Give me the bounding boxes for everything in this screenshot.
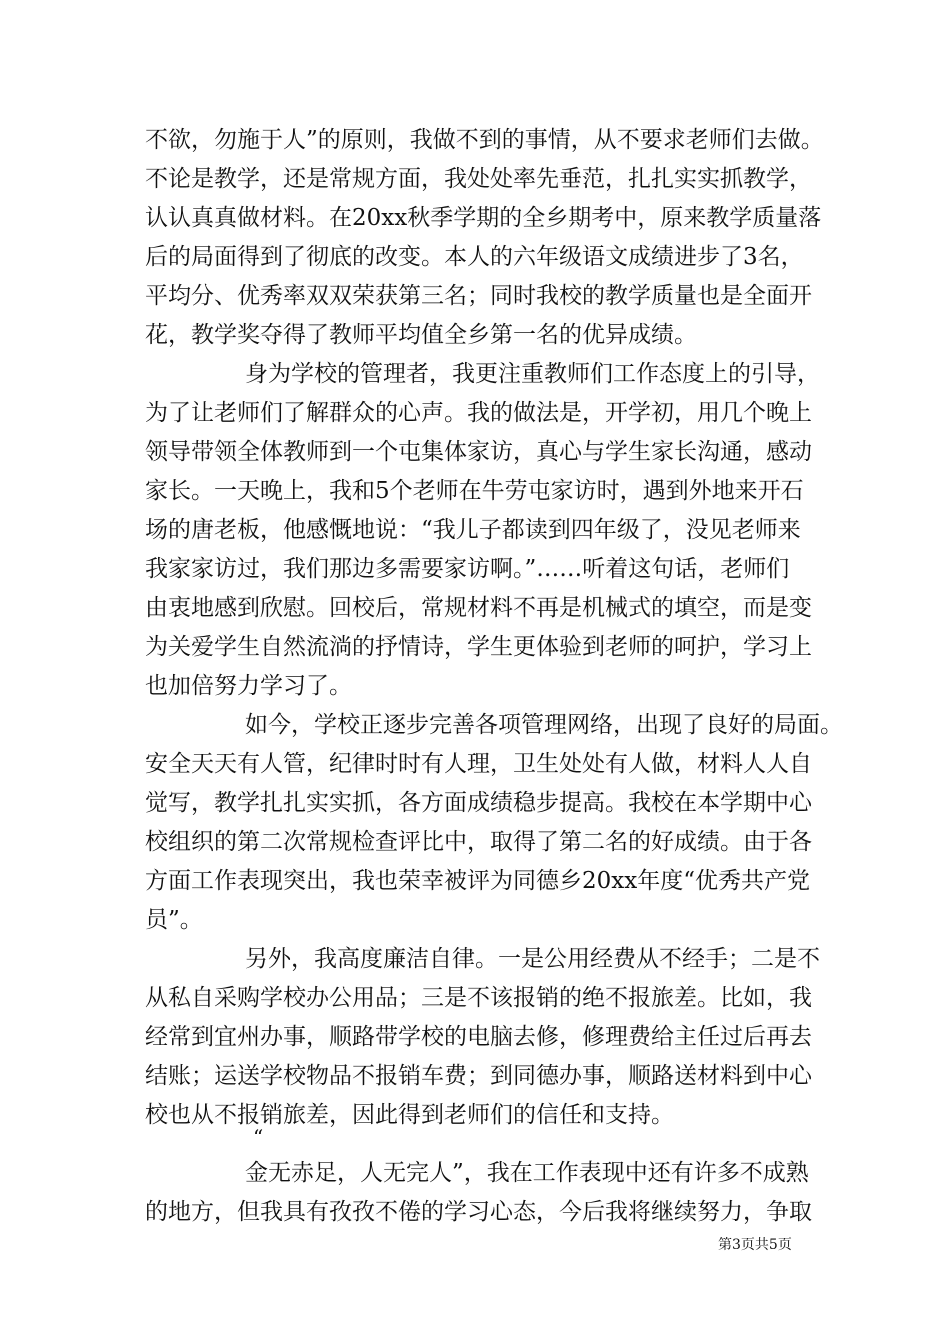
text-line: 身为学校的管理者，我更注重教师们工作态度上的引导， bbox=[245, 361, 820, 387]
text-line: 从私自采购学校办公用品；三是不该报销的绝不报旅差。比如，我 bbox=[145, 985, 812, 1011]
text-line: 由衷地感到欣慰。回校后，常规材料不再是机械式的填空，而是变 bbox=[145, 595, 812, 621]
text-line: 方面工作表现突出，我也荣幸被评为同德乡20xx年度“优秀共产党 bbox=[145, 868, 810, 894]
text-line: 的地方，但我具有孜孜不倦的学习心态，今后我将继续努力，争取 bbox=[145, 1199, 812, 1225]
text-line: 校组织的第二次常规检查评比中，取得了第二名的好成绩。由于各 bbox=[145, 829, 812, 855]
text-line: 不欲，勿施于人”的原则，我做不到的事情，从不要求老师们去做。 bbox=[145, 127, 824, 153]
text-line: 校也从不报销旅差，因此得到老师们的信任和支持。 bbox=[145, 1102, 674, 1128]
text-line: 为关爱学生自然流淌的抒情诗，学生更体验到老师的呵护，学习上 bbox=[145, 634, 812, 660]
text-line: 经常到宜州办事，顺路带学校的电脑去修，修理费给主任过后再去 bbox=[145, 1024, 812, 1050]
text-line: 认认真真做材料。在20xx秋季学期的全乡期考中，原来教学质量落 bbox=[145, 205, 822, 231]
text-line: 觉写，教学扎扎实实抓，各方面成绩稳步提高。我校在本学期中心 bbox=[145, 790, 812, 816]
text-line: 如今，学校正逐步完善各项管理网络，出现了良好的局面。 bbox=[245, 712, 843, 738]
text-line: 不论是教学，还是常规方面，我处处率先垂范，扎扎实实抓教学， bbox=[145, 166, 812, 192]
text-line: 后的局面得到了彻底的改变。本人的六年级语文成绩进步了3名， bbox=[145, 244, 804, 270]
text-line: 为了让老师们了解群众的心声。我的做法是，开学初，用几个晚上 bbox=[145, 400, 812, 426]
text-line: 领导带领全体教师到一个屯集体家访，真心与学生家长沟通，感动 bbox=[145, 439, 812, 465]
text-line: 金无赤足，人无完人”，我在工作表现中还有许多不成熟 bbox=[245, 1160, 809, 1186]
text-line: 安全天天有人管，纪律时时有人理，卫生处处有人做，材料人人自 bbox=[145, 751, 812, 777]
text-line: 花，教学奖夺得了教师平均值全乡第一名的优异成绩。 bbox=[145, 322, 697, 348]
text-line: 平均分、优秀率双双荣获第三名；同时我校的教学质量也是全面开 bbox=[145, 283, 812, 309]
text-line: 也加倍努力学习了。 bbox=[145, 673, 352, 699]
text-line: 我家家访过，我们那边多需要家访啊。”……听着这句话，老师们 bbox=[145, 556, 790, 582]
page-number: 第3页共5页 bbox=[718, 1237, 792, 1253]
text-line: 家长。一天晚上，我和5个老师在牛劳屯家访时，遇到外地来开石 bbox=[145, 478, 804, 504]
opening-quote: “ bbox=[253, 1125, 264, 1149]
text-line: 另外，我高度廉洁自律。一是公用经费从不经手；二是不 bbox=[245, 946, 820, 972]
text-line: 结账；运送学校物品不报销车费；到同德办事，顺路送材料到中心 bbox=[145, 1063, 812, 1089]
text-line: 员”。 bbox=[145, 907, 203, 933]
text-line: 场的唐老板，他感慨地说：“我儿子都读到四年级了，没见老师来 bbox=[145, 517, 801, 543]
